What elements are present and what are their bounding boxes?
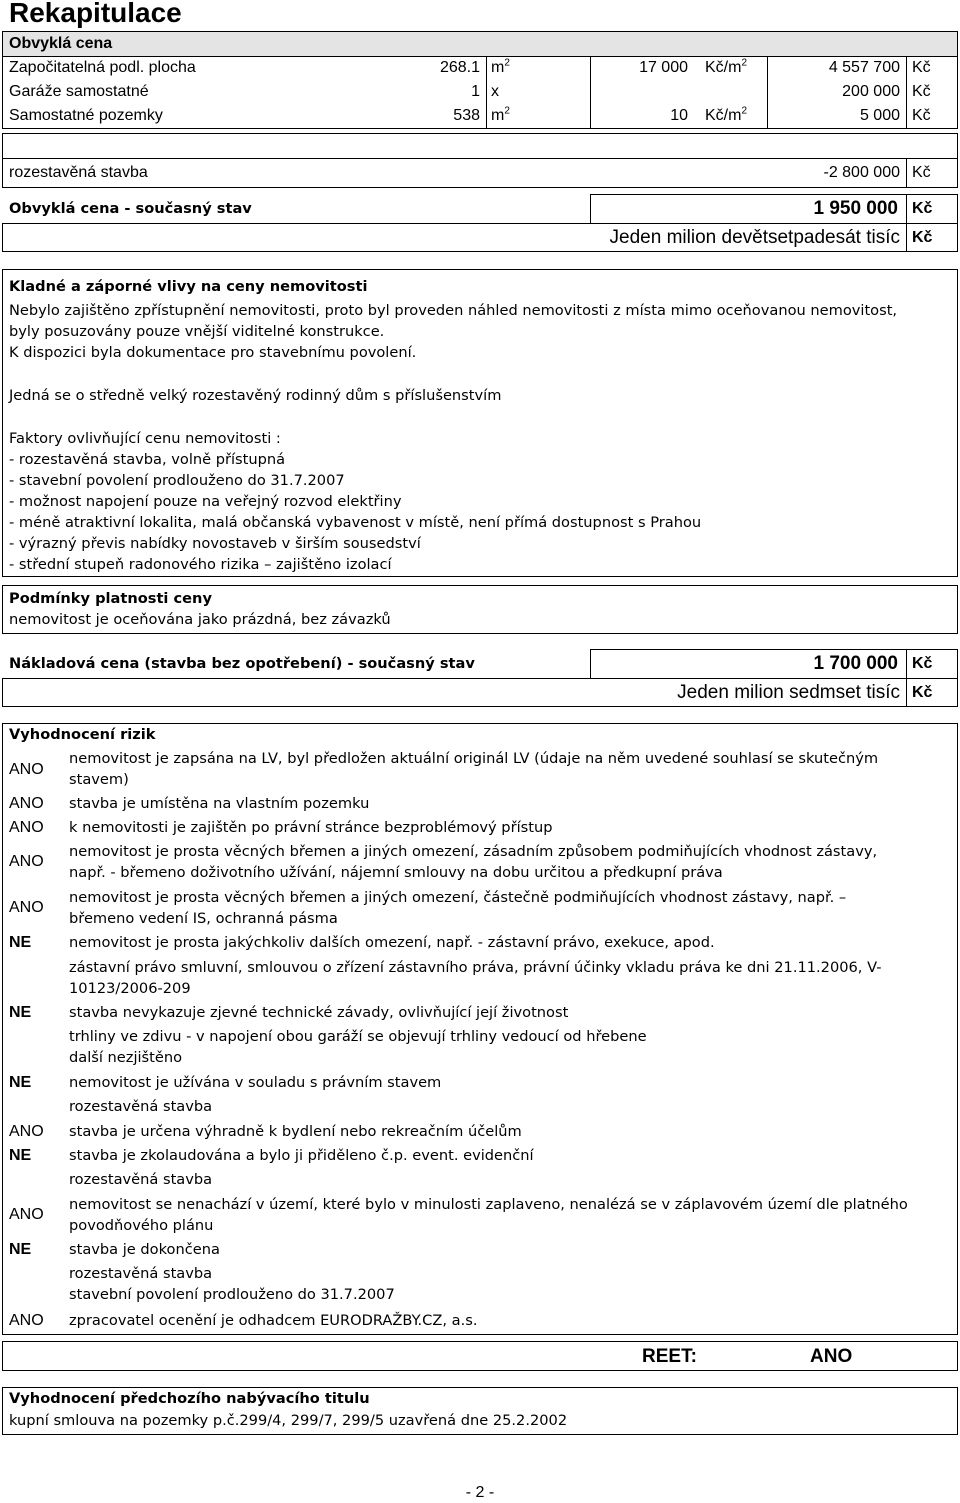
risk-flag: ANO — [9, 795, 44, 812]
nakladova-currency: Kč — [912, 655, 933, 672]
grid-line — [906, 56, 907, 129]
vlivy-text-line: Nebylo zajištěno zpřístupnění nemovitosti, proto byl proveden náhled nemovitosti z místa mimo oceňovanou nemovitost, — [9, 302, 898, 319]
item-unit: $m^2$ — [491, 57, 510, 76]
item-currency: Kč — [912, 59, 931, 76]
item-unit: x — [491, 83, 499, 100]
risk-text: stavem) — [69, 771, 129, 788]
nakladova-value: 1 700 000 — [813, 653, 898, 674]
obvykla-cena-heading-row — [2, 31, 958, 57]
titul-heading: Vyhodnocení předchozího nabývacího titulu — [9, 1390, 370, 1407]
risk-text: stavba je určena výhradně k bydlení nebo rekreačním účelům — [69, 1123, 522, 1140]
item-price-unit: $Kč/m^2$ — [705, 57, 748, 76]
nakladova-words-currency: Kč — [912, 684, 933, 701]
risk-flag: ANO — [9, 1312, 44, 1329]
risk-flag: ANO — [9, 1123, 44, 1140]
result-label: Obvyklá cena - současný stav — [9, 200, 252, 217]
grid-line — [486, 56, 487, 129]
obvykla-cena-heading: Obvyklá cena — [9, 35, 113, 52]
item-qty: 538 — [453, 107, 480, 124]
risk-text: další nezjištěno — [69, 1049, 183, 1066]
risk-text: stavební povolení prodlouženo do 31.7.2007 — [69, 1286, 395, 1303]
item-price-unit: $Kč/m^2$ — [705, 105, 748, 124]
item-unit: $m^2$ — [491, 105, 510, 124]
factor-item: - rozestavěná stavba, volně přístupná — [9, 451, 286, 468]
item-label: Garáže samostatné — [9, 83, 149, 100]
risk-text: 10123/2006-209 — [69, 980, 191, 997]
factor-item: - možnost napojení pouze na veřejný rozvod elektřiny — [9, 493, 402, 510]
risk-flag: NE — [9, 934, 32, 951]
page-title: Rekapitulace — [9, 0, 182, 28]
risk-text: stavba je umístěna na vlastním pozemku — [69, 795, 370, 812]
risk-text: trhliny ve zdivu - v napojení obou garáží se objevují trhliny vedoucí od hřebene — [69, 1028, 647, 1045]
item-qty: 1 — [471, 83, 480, 100]
vlivy-text-line: K dispozici byla dokumentace pro stavebnímu povolení. — [9, 344, 417, 361]
risk-text: k nemovitosti je zajištěn po právní stránce bezproblémový přístup — [69, 819, 553, 836]
rizika-heading: Vyhodnocení rizik — [9, 726, 156, 743]
item-total: 200 000 — [842, 83, 900, 100]
risk-flag: NE — [9, 1074, 32, 1091]
risk-text: nemovitost je užívána v souladu s právním stavem — [69, 1074, 442, 1091]
grid-line — [906, 158, 907, 188]
reet-value: ANO — [810, 1346, 853, 1367]
nakladova-words: Jeden milion sedmset tisíc — [677, 682, 900, 703]
result-currency: Kč — [912, 200, 933, 217]
vlivy-description: Jedná se o středně velký rozestavěný rodinný dům s příslušenstvím — [9, 387, 502, 404]
grid-line — [767, 56, 768, 129]
item-price: 10 — [670, 107, 688, 124]
risk-text: stavba je zkolaudována a bylo ji přiděleno č.p. event. evidenční — [69, 1147, 534, 1164]
result-value: 1 950 000 — [813, 198, 898, 219]
risk-text: rozestavěná stavba — [69, 1098, 213, 1115]
factor-item: - výrazný převis nabídky novostaveb v širším sousedství — [9, 535, 421, 552]
factor-item: - střední stupeň radonového rizika – zajištěno izolací — [9, 556, 392, 573]
risk-flag: ANO — [9, 899, 44, 916]
factor-item: - stavební povolení prodlouženo do 31.7.2007 — [9, 472, 345, 489]
factors-heading: Faktory ovlivňující cenu nemovitosti : — [9, 430, 281, 447]
item-label: Samostatné pozemky — [9, 107, 163, 124]
reet-label: REET: — [642, 1346, 697, 1367]
risk-flag: NE — [9, 1004, 32, 1021]
item-price: 17 000 — [639, 59, 688, 76]
adjustment-currency: Kč — [912, 164, 931, 181]
risk-text: zástavní právo smluvní, smlouvou o zřízení zástavního práva, právní účinky vkladu práva ke dni 21.11.2006, V- — [69, 959, 882, 976]
page-number: - 2 - — [465, 1484, 495, 1501]
item-total: 4 557 700 — [828, 59, 900, 76]
risk-text: povodňového plánu — [69, 1217, 214, 1234]
risk-text: nemovitost se nenachází v území, které bylo v minulosti zaplaveno, nenalézá se v záplavovém území dle platného — [69, 1196, 908, 1213]
item-currency: Kč — [912, 83, 931, 100]
risk-text: nemovitost je zapsána na LV, byl předložen aktuální originál LV (údaje na něm uvedené souhlasí se skutečným — [69, 750, 879, 767]
titul-text: kupní smlouva na pozemky p.č.299/4, 299/7, 299/5 uzavřená dne 25.2.2002 — [9, 1412, 568, 1429]
risk-flag: ANO — [9, 1206, 44, 1223]
podminky-heading: Podmínky platnosti ceny — [9, 590, 212, 607]
adjustment-label: rozestavěná stavba — [9, 164, 148, 181]
adjustment-value: -2 800 000 — [823, 164, 900, 181]
risk-text: rozestavěná stavba — [69, 1265, 213, 1282]
vlivy-text-line: byly posuzovány pouze vnější viditelné konstrukce. — [9, 323, 385, 340]
empty-row — [2, 133, 958, 159]
factor-item: - méně atraktivní lokalita, malá občanská vybavenost v místě, není přímá dostupnost s Prahou — [9, 514, 702, 531]
risk-text: stavba je dokončena — [69, 1241, 220, 1258]
risk-flag: NE — [9, 1147, 32, 1164]
result-words: Jeden milion devětsetpadesát tisíc — [609, 227, 900, 248]
risk-flag: ANO — [9, 853, 44, 870]
risk-text: břemeno vedení IS, ochranná pásma — [69, 910, 338, 927]
item-total: 5 000 — [859, 107, 900, 124]
item-qty: 268.1 — [439, 59, 480, 76]
nakladova-label: Nákladová cena (stavba bez opotřebení) - současný stav — [9, 655, 475, 672]
risk-flag: ANO — [9, 819, 44, 836]
podminky-text: nemovitost je oceňována jako prázdná, bez závazků — [9, 611, 391, 628]
risk-flag: ANO — [9, 761, 44, 778]
risk-text: zpracovatel ocenění je odhadcem EURODRAŽBY.CZ, a.s. — [69, 1312, 478, 1329]
item-currency: Kč — [912, 107, 931, 124]
risk-text: stavba nevykazuje zjevné technické závady, ovlivňující její životnost — [69, 1004, 569, 1021]
risk-text: nemovitost je prosta věcných břemen a jiných omezení, zásadním způsobem podmiňujících vhodnost zástavy, — [69, 843, 878, 860]
risk-text: nemovitost je prosta věcných břemen a jiných omezení, částečně podmiňujících vhodnost zástavy, např. – — [69, 889, 847, 906]
risk-flag: NE — [9, 1241, 32, 1258]
risk-text: např. - břemeno doživotního užívání, nájemní smlouvy na dobu určitou a předkupní práva — [69, 864, 723, 881]
item-label: Započitatelná podl. plocha — [9, 59, 196, 76]
result-words-currency: Kč — [912, 229, 933, 246]
vlivy-heading: Kladné a záporné vlivy na ceny nemovitosti — [9, 278, 368, 295]
risk-text: nemovitost je prosta jakýchkoliv dalších omezení, např. - zástavní právo, exekuce, apod. — [69, 934, 715, 951]
risk-text: rozestavěná stavba — [69, 1171, 213, 1188]
